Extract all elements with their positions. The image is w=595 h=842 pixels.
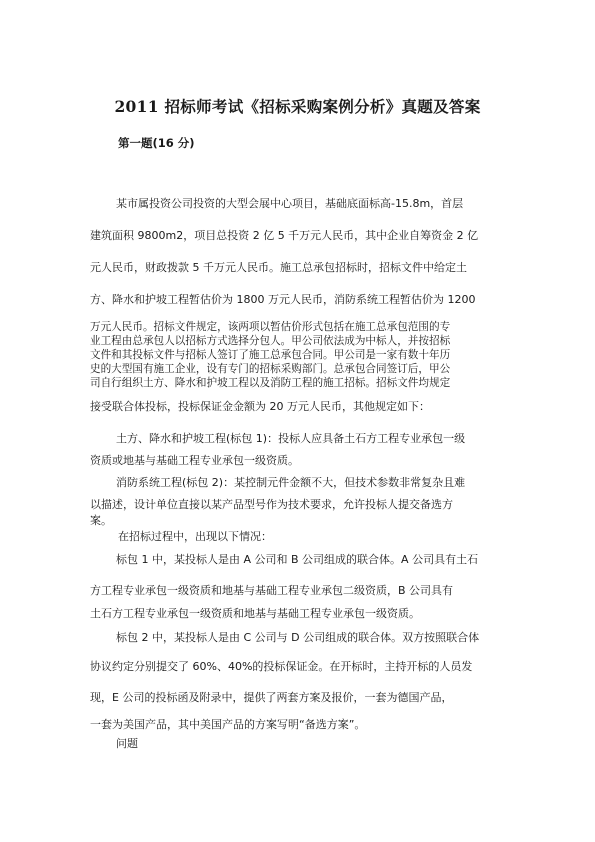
paragraph-line: 标包 1 中，某投标人是由 A 公司和 B 公司组成的联合体。A 公司具有土石	[116, 553, 479, 566]
paragraph-line: 标包 2 中，某投标人是由 C 公司与 D 公司组成的联合体。双方按照联合体	[116, 631, 480, 644]
paragraph-line: 元人民币，财政拨款 5 千万元人民币。施工总承包招标时，招标文件中给定土	[90, 261, 467, 274]
paragraph-line: 在招标过程中，出现以下情况：	[118, 530, 272, 543]
paragraph-line: 一套为美国产品，其中美国产品的方案写明“备选方案”。	[90, 718, 366, 731]
paragraph-line: 消防系统工程(标包 2)：某控制元件金额不大，但技术参数非常复杂且难	[116, 476, 466, 489]
paragraph-line: 方、降水和护坡工程暂估价为 1800 万元人民币，消防系统工程暂估价为 1200	[90, 293, 476, 306]
paragraph-line: 建筑面积 9800m2，项目总投资 2 亿 5 千万元人民币，其中企业自筹资金 2 亿	[90, 229, 479, 242]
document-title: 2011 招标师考试《招标采购案例分析》真题及答案	[114, 97, 481, 116]
paragraph-line: 史的大型国有施工企业，设有专门的招标采购部门。总承包合同签订后，甲公	[90, 363, 451, 375]
paragraph-line: 文件和其投标文件与招标人签订了施工总承包合同。甲公司是一家有数十年历	[90, 349, 451, 361]
paragraph-line: 接受联合体投标，投标保证金金额为 20 万元人民币，其他规定如下：	[90, 400, 430, 413]
paragraph-line: 案。	[90, 514, 112, 527]
paragraph-line: 问题	[116, 737, 138, 750]
paragraph-line: 司自行组织土方、降水和护坡工程以及消防工程的施工招标。招标文件均规定	[90, 377, 451, 389]
paragraph-line: 业工程由总承包人以招标方式选择分包人。甲公司依法成为中标人，并按招标	[90, 335, 451, 347]
paragraph-line: 土方、降水和护坡工程(标包 1)：投标人应具备土石方工程专业承包一级	[116, 432, 466, 445]
paragraph-line: 现，E 公司的投标函及附录中，提供了两套方案及报价，一套为德国产品，	[90, 691, 453, 704]
section-heading: 第一题(16 分)	[118, 136, 195, 150]
paragraph-line: 某市属投资公司投资的大型会展中心项目，基础底面标高-15.8m，首层	[116, 197, 464, 210]
paragraph-line: 万元人民币。招标文件规定，该两项以暂估价形式包括在施工总承包范围的专	[90, 321, 451, 333]
paragraph-line: 协议约定分别提交了 60%、40%的投标保证金。在开标时，主持开标的人员发	[90, 660, 473, 673]
paragraph-line: 资质或地基与基础工程专业承包一级资质。	[90, 454, 299, 467]
paragraph-line: 方工程专业承包一级资质和地基与基础工程专业承包二级资质，B 公司具有	[90, 584, 454, 597]
paragraph-line: 土石方工程专业承包一级资质和地基与基础工程专业承包一级资质。	[90, 607, 420, 620]
paragraph-line: 以描述，设计单位直接以某产品型号作为技术要求，允许投标人提交备选方	[90, 498, 453, 511]
